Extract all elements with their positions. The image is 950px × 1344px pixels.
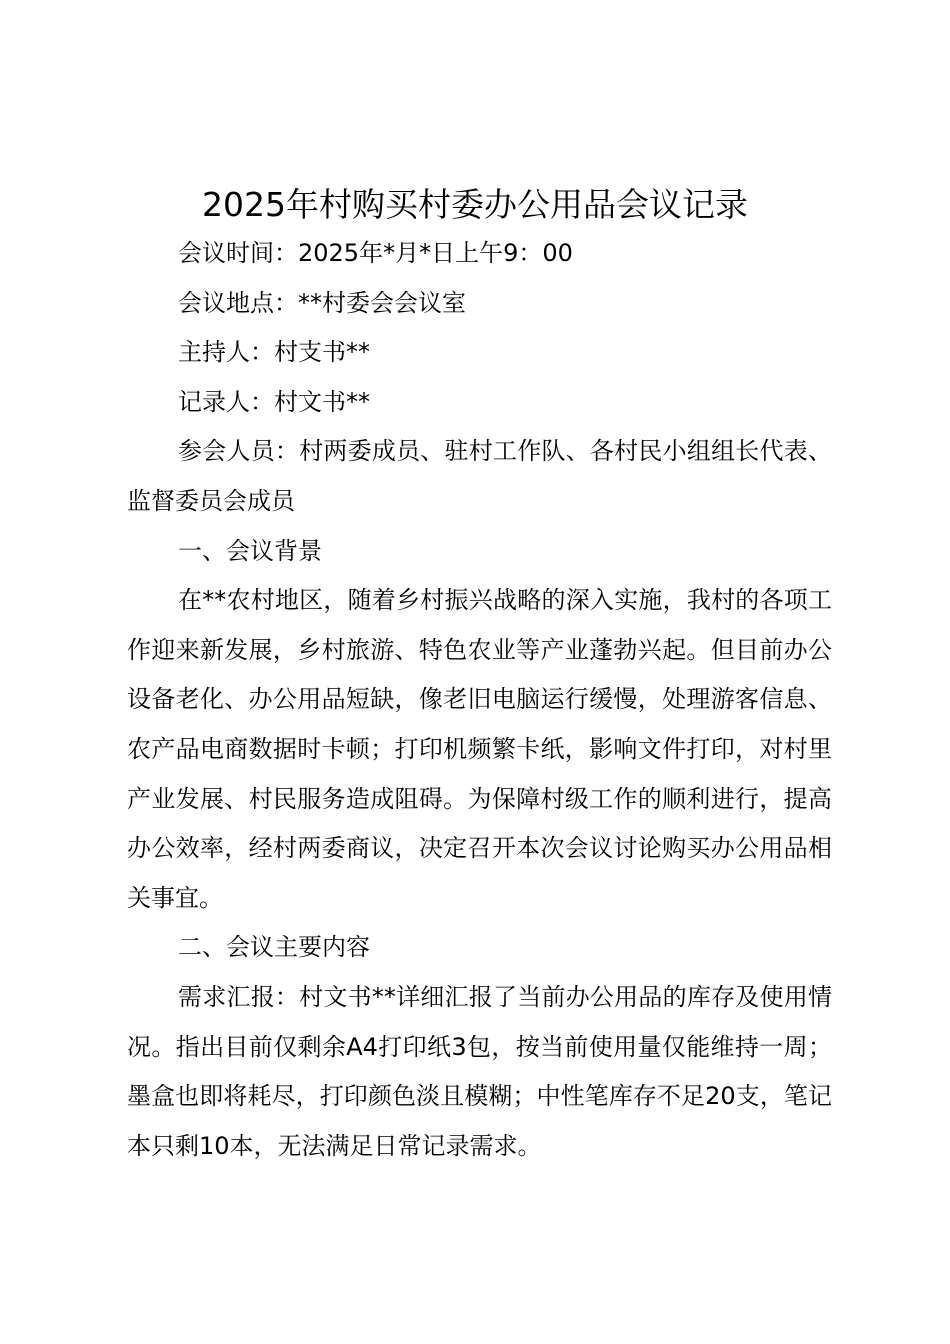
meeting-attendees: 参会人员：村两委成员、驻村工作队、各村民小组组长代表、监督委员会成员 bbox=[127, 437, 832, 515]
background-paragraph: 在**农村地区，随着乡村振兴战略的深入实施，我村的各项工作迎来新发展，乡村旅游、特色农业等产业蓬勃兴起。但目前办公设备老化、办公用品短缺，像老旧电脑运行缓慢，处理游客信息、农产品电商数据时卡顿；打印机频繁卡纸，影响文件打印，对村里产业发展、村民服务造成阻碍。为保障村级工作的顺利进行，提高办公效率，经村两委商议，决定召开本次会议讨论购买办公用品相关事宜。 bbox=[127, 586, 832, 912]
meeting-recorder: 记录人：村文书** bbox=[178, 387, 370, 416]
meeting-place: 会议地点：**村委会会议室 bbox=[178, 288, 466, 317]
meeting-time: 会议时间：2025年*月*日上午9：00 bbox=[178, 239, 573, 267]
document-body bbox=[127, 229, 832, 1171]
meeting-host: 主持人：村支书** bbox=[178, 338, 370, 367]
demand-report-paragraph: 需求汇报：村文书**详细汇报了当前办公用品的库存及使用情况。指出目前仅剩余A4打印纸3包，按当前使用量仅能维持一周；墨盒也即将耗尽，打印颜色淡且模糊；中性笔库存不足20支，笔记本只剩10本，无法满足日常记录需求。 bbox=[127, 982, 832, 1160]
section-heading-background: 一、会议背景 bbox=[178, 536, 322, 565]
document-title: 2025年村购买村委办公用品会议记录 bbox=[202, 185, 748, 224]
section-heading-content: 二、会议主要内容 bbox=[178, 933, 370, 962]
